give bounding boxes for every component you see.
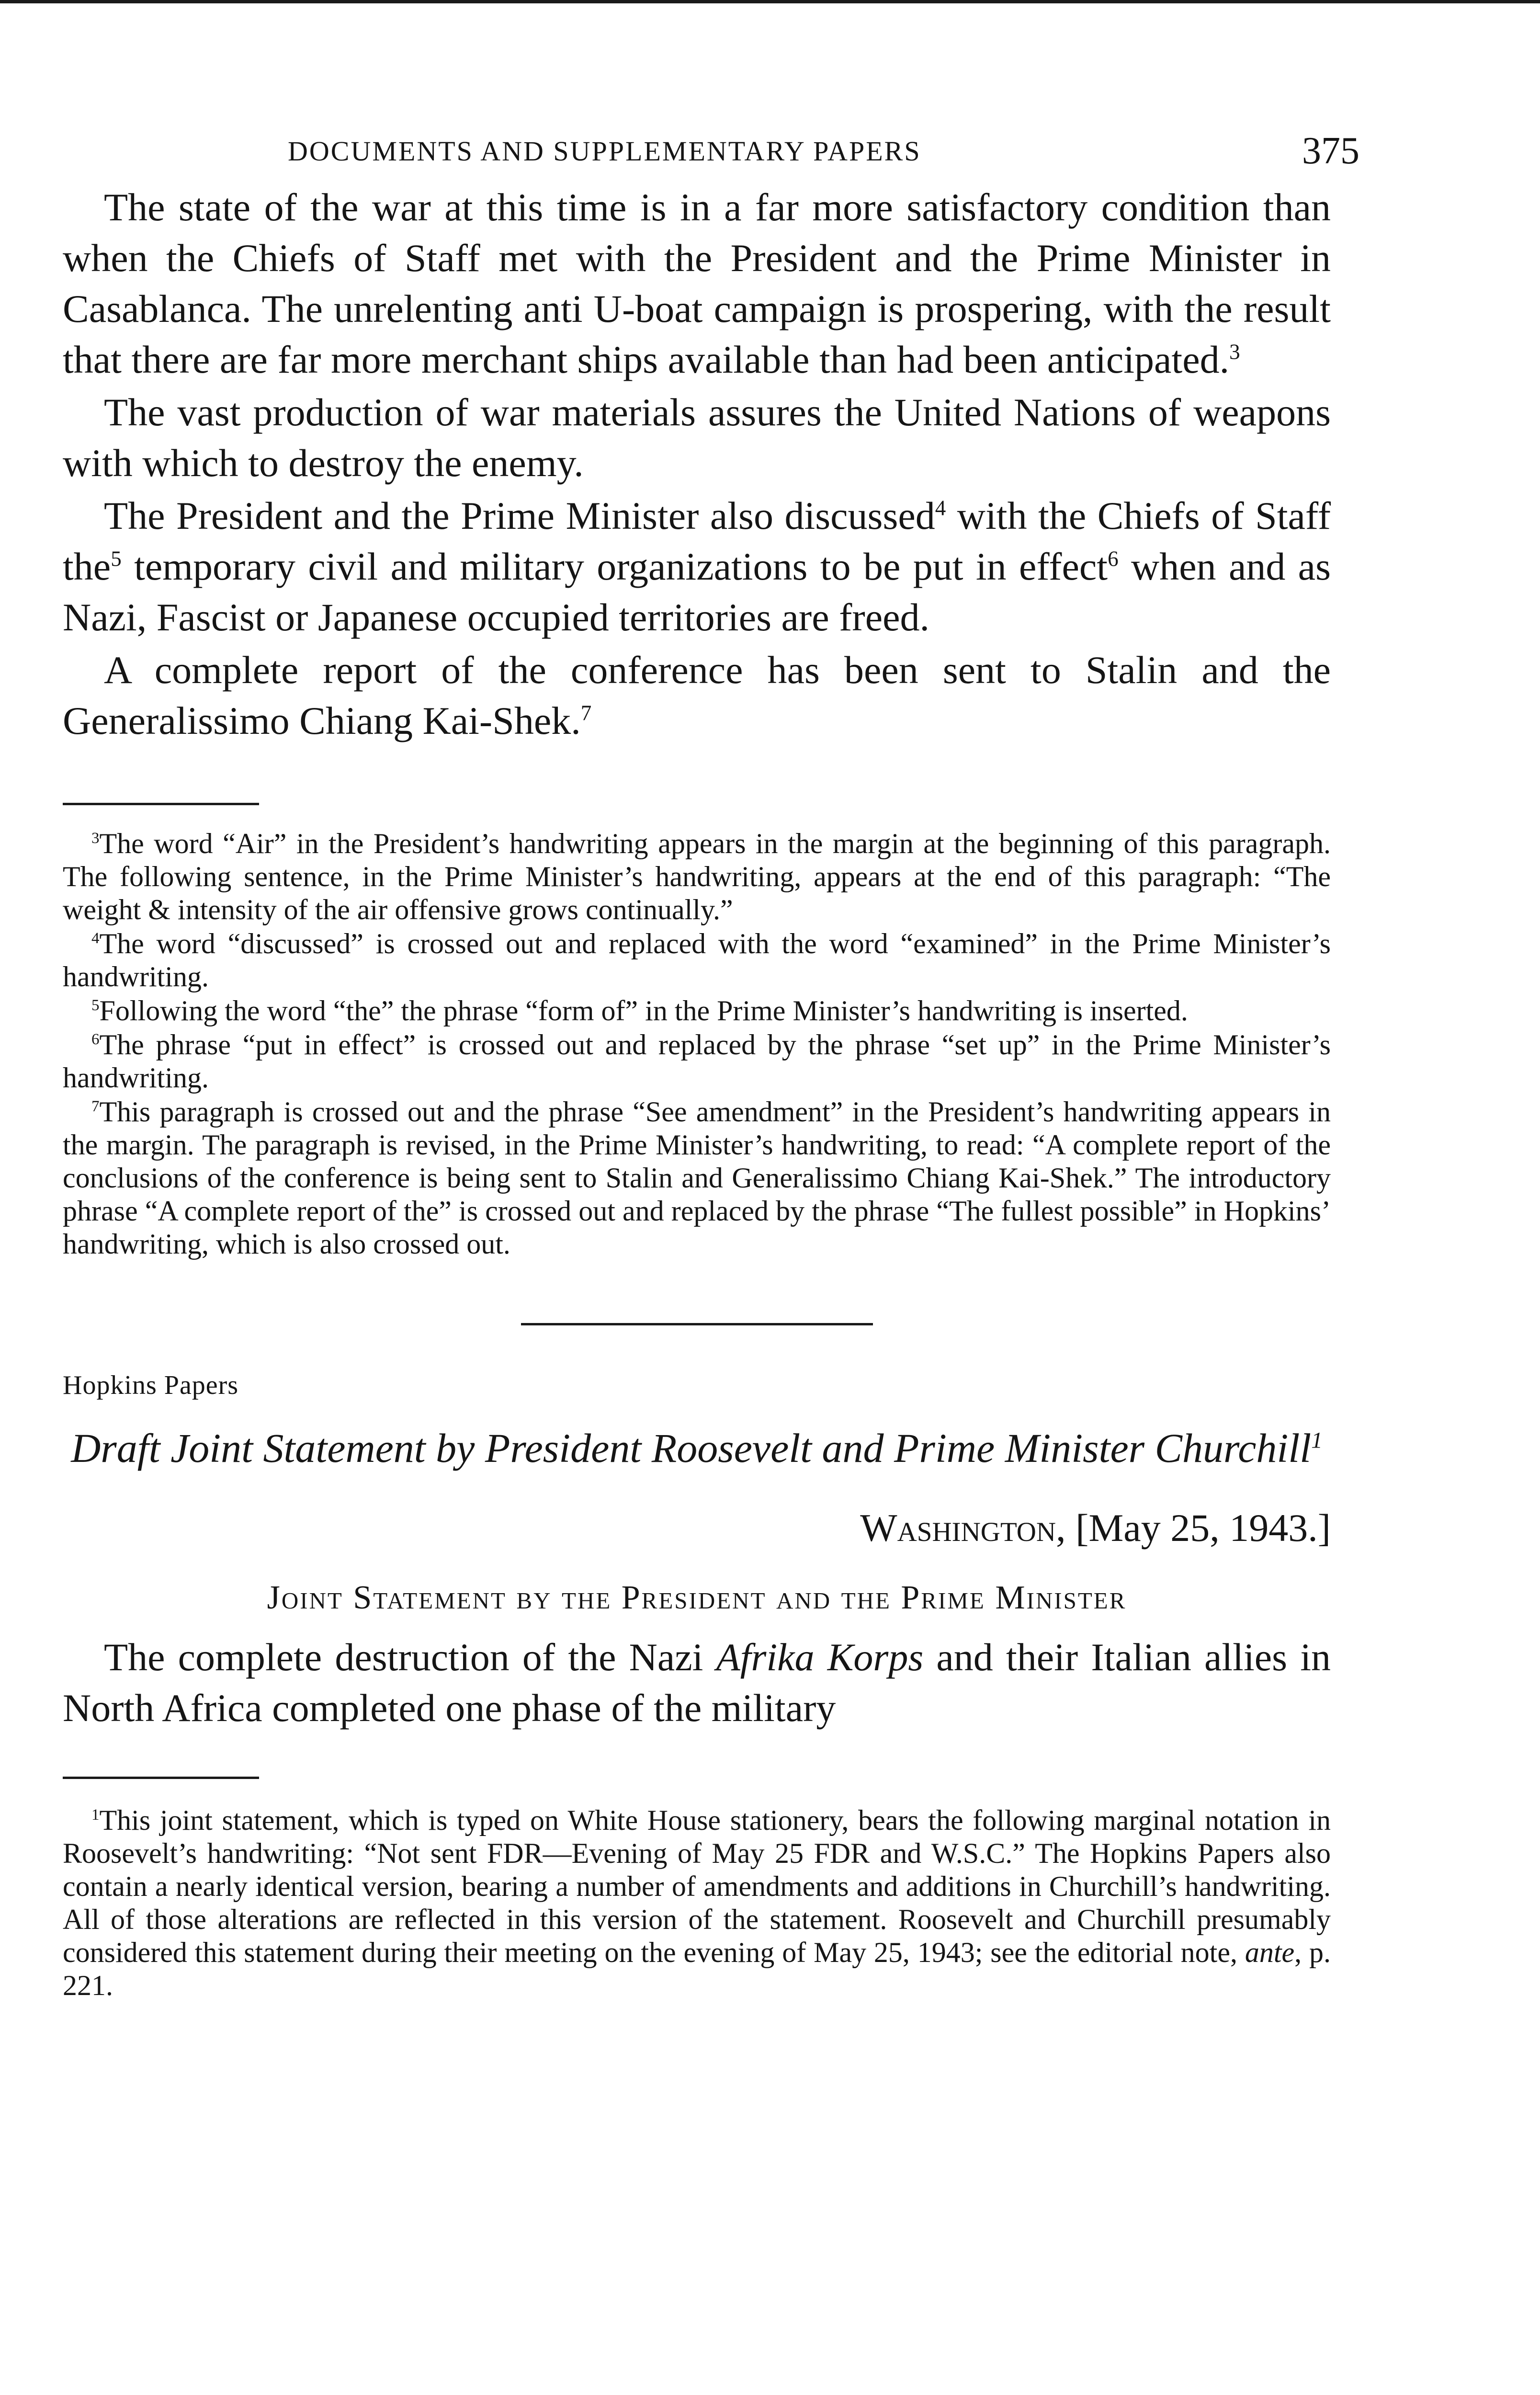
paragraph	[63, 1632, 1331, 1734]
section-divider	[521, 1323, 873, 1325]
footnote-ref: 7	[580, 701, 592, 725]
footnote-text: The word “discussed” is crossed out and replaced with the word “examined” in the Prime Minister’s handwriting.	[63, 928, 1331, 992]
dateline-date: [May 25, 1943.]	[1065, 1506, 1331, 1550]
paragraph-text: The President and the Prime Minister also discussed	[104, 494, 935, 537]
paragraph	[63, 387, 1331, 489]
footnote-ref: 5	[111, 547, 122, 571]
paragraph	[63, 645, 1331, 746]
statement-text	[63, 1632, 1331, 1734]
footnote-text: Following the word “the” the phrase “form of” in the Prime Minister’s handwriting is inserted.	[99, 995, 1188, 1026]
paragraph-text: The vast production of war materials assures the United Nations of weapons with which to destroy the enemy.	[63, 390, 1331, 485]
footnote-text: The phrase “put in effect” is crossed out and replaced by the phrase “set up” in the Prime Minister’s handwriting.	[63, 1029, 1331, 1094]
running-head	[63, 129, 1359, 182]
footnote-divider	[63, 1777, 259, 1779]
paragraph-text: temporary civil and military organizations to be put in effect	[121, 545, 1108, 588]
footnote	[63, 927, 1331, 993]
paragraph-text: with the Chiefs of Staff the	[63, 494, 1331, 588]
footnotes-block-2	[63, 1804, 1331, 2002]
paragraph	[63, 182, 1331, 385]
footnote-divider	[63, 803, 259, 805]
footnote-ref: 1	[1311, 1428, 1323, 1453]
footnote-number: 1	[91, 1806, 100, 1824]
footnote-number: 4	[91, 930, 100, 947]
footnote	[63, 1804, 1331, 2002]
footnote-text: This paragraph is crossed out and the phrase “See amendment” in the President’s handwriting appears in the margin. The paragraph is revised, in the Prime Minister’s handwriting, to read: “A complete report of the conclusions of the conference is being sent to Stalin and Generalissimo Chiang Kai-Shek.” The introductory phrase “A complete report of the” is crossed out and replaced by the phrase “The fullest possible” in Hopkins’ handwriting, which is also crossed out.	[63, 1096, 1331, 1260]
footnote	[63, 827, 1331, 926]
footnote-ref: 6	[1108, 547, 1119, 571]
paragraph-text: A complete report of the conference has been sent to Stalin and the Generalissimo Chiang Kai-Shek.	[63, 648, 1331, 742]
source-label: Hopkins Papers	[63, 1370, 239, 1400]
paragraph-italic: Afrika Korps	[716, 1635, 924, 1679]
footnote	[63, 1095, 1331, 1261]
main-text	[63, 182, 1331, 746]
footnote-text: This joint statement, which is typed on White House stationery, bears the following marginal notation in Roosevelt’s handwriting: “Not sent FDR—Evening of May 25 FDR and W.S.C.” The Hopkins Papers also contain a nearly identical version, bearing a number of amendments and additions in Churchill’s handwriting. All of those alterations are reflected in this version of the statement. Roosevelt and Churchill presumably considered this statement during their meeting on the evening of May 25, 1943; see the editorial note,	[63, 1804, 1331, 1968]
footnote-text: The word “Air” in the President’s handwriting appears in the margin at the beginning of this paragraph. The following sentence, in the Prime Minister’s handwriting, appears at the end of this paragraph: “The weight & intensity of the air offensive grows continually.”	[63, 828, 1331, 925]
page-number: 375	[1302, 130, 1359, 172]
dateline	[63, 1503, 1331, 1553]
paragraph	[63, 490, 1331, 643]
top-edge-rule	[0, 0, 1540, 3]
paragraph-text: The complete destruction of the Nazi	[104, 1635, 716, 1679]
footnote-number: 6	[91, 1031, 100, 1048]
document-title-text: Draft Joint Statement by President Roosevelt and Prime Minister Churchill	[71, 1425, 1312, 1471]
footnotes-block	[63, 827, 1331, 1261]
document-title	[63, 1422, 1331, 1474]
paragraph-text: and their Italian allies in North Africa completed one phase of the military	[63, 1635, 1331, 1730]
footnote-italic: ante	[1245, 1937, 1295, 1968]
running-head-title: DOCUMENTS AND SUPPLEMENTARY PAPERS	[288, 136, 921, 167]
footnote-ref: 4	[935, 496, 946, 520]
statement-heading: Joint Statement by the President and the Prime Minister	[267, 1579, 1127, 1616]
footnote-number: 5	[91, 997, 100, 1014]
document-page	[63, 129, 1359, 2002]
footnote-number: 3	[91, 830, 100, 847]
paragraph-text: The state of the war at this time is in a far more satisfactory condition than when the Chiefs of Staff met with the President and the Prime Minister in Casablanca. The unrelenting anti U-boat campaign is prospering, with the result that there are far more merchant ships available than had been anticipated.	[63, 185, 1331, 381]
footnote	[63, 1028, 1331, 1095]
paragraph-text: when and as Nazi, Fascist or Japanese occupied territories are freed.	[63, 545, 1331, 639]
dateline-place: Washington,	[860, 1506, 1066, 1550]
footnote-number: 7	[91, 1098, 100, 1115]
footnote-ref: 3	[1229, 340, 1240, 364]
footnote-text: , p. 221.	[63, 1937, 1331, 2001]
footnote	[63, 994, 1331, 1027]
